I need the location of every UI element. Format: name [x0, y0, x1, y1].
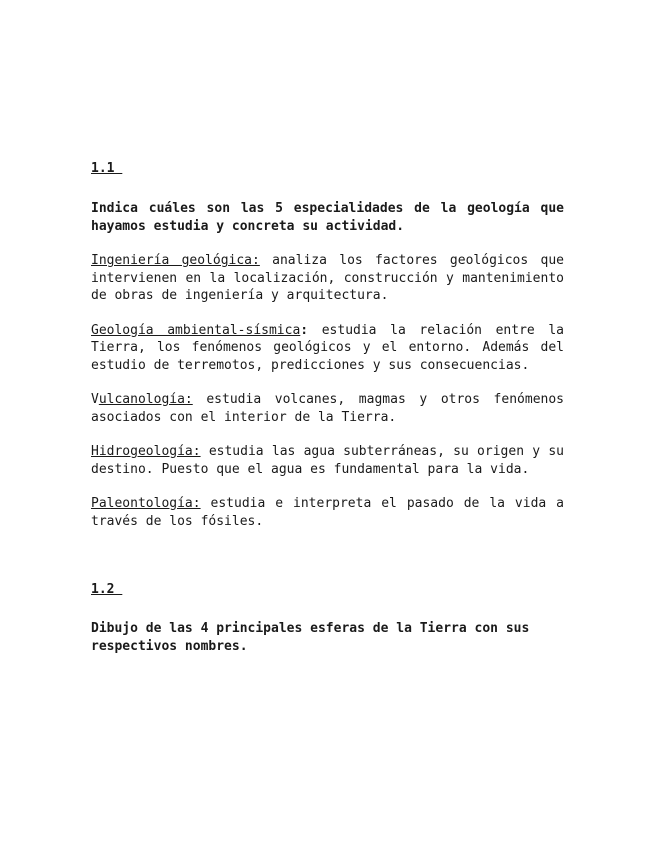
document-page — [91, 160, 564, 655]
question-heading: Dibujo de las 4 principales esferas de la Tierra con sus respectivos nombres. — [91, 621, 530, 654]
specialty-term: Paleontología: — [91, 496, 201, 511]
specialty-term-prefix: V — [91, 392, 99, 407]
specialty-description: estudia la relación entre la Tierra, los fenómenos geológicos y el entorno. Además del estudio de terremotos, predicciones y sus consecuencias. — [91, 322, 564, 373]
specialty-term: Hidrogeología: — [91, 444, 201, 459]
specialty-term-suffix: : — [300, 322, 309, 338]
specialty-description: estudia volcanes, magmas y otros fenómenos asociados con el interior de la Tierra. — [91, 392, 564, 425]
specialty-paragraph — [91, 252, 564, 305]
specialty-description: estudia las agua subterráneas, su origen y su destino. Puesto que el agua es fundamental para la vida. — [91, 444, 564, 477]
specialty-paragraph — [91, 495, 564, 530]
specialty-term: ulcanología: — [98, 392, 193, 407]
question-heading: Indica cuáles son las 5 especialidades de la geología que hayamos estudia y concreta su actividad. — [91, 201, 564, 234]
specialty-paragraph — [91, 443, 564, 478]
specialty-paragraph — [91, 322, 564, 375]
specialty-term: Geología ambiental-sísmica — [91, 322, 301, 338]
specialty-term: Ingeniería geológica: — [91, 253, 260, 268]
specialty-paragraph — [91, 391, 564, 426]
specialty-description: analiza los factores geológicos que intervienen en la localización, construcción y mantenimiento de obras de ingeniería y arquitectura. — [91, 253, 564, 303]
specialty-description: estudia e interpreta el pasado de la vida a través de los fósiles. — [91, 496, 564, 529]
section-number: 1.1 — [91, 161, 123, 176]
section-number: 1.2 — [91, 582, 123, 597]
